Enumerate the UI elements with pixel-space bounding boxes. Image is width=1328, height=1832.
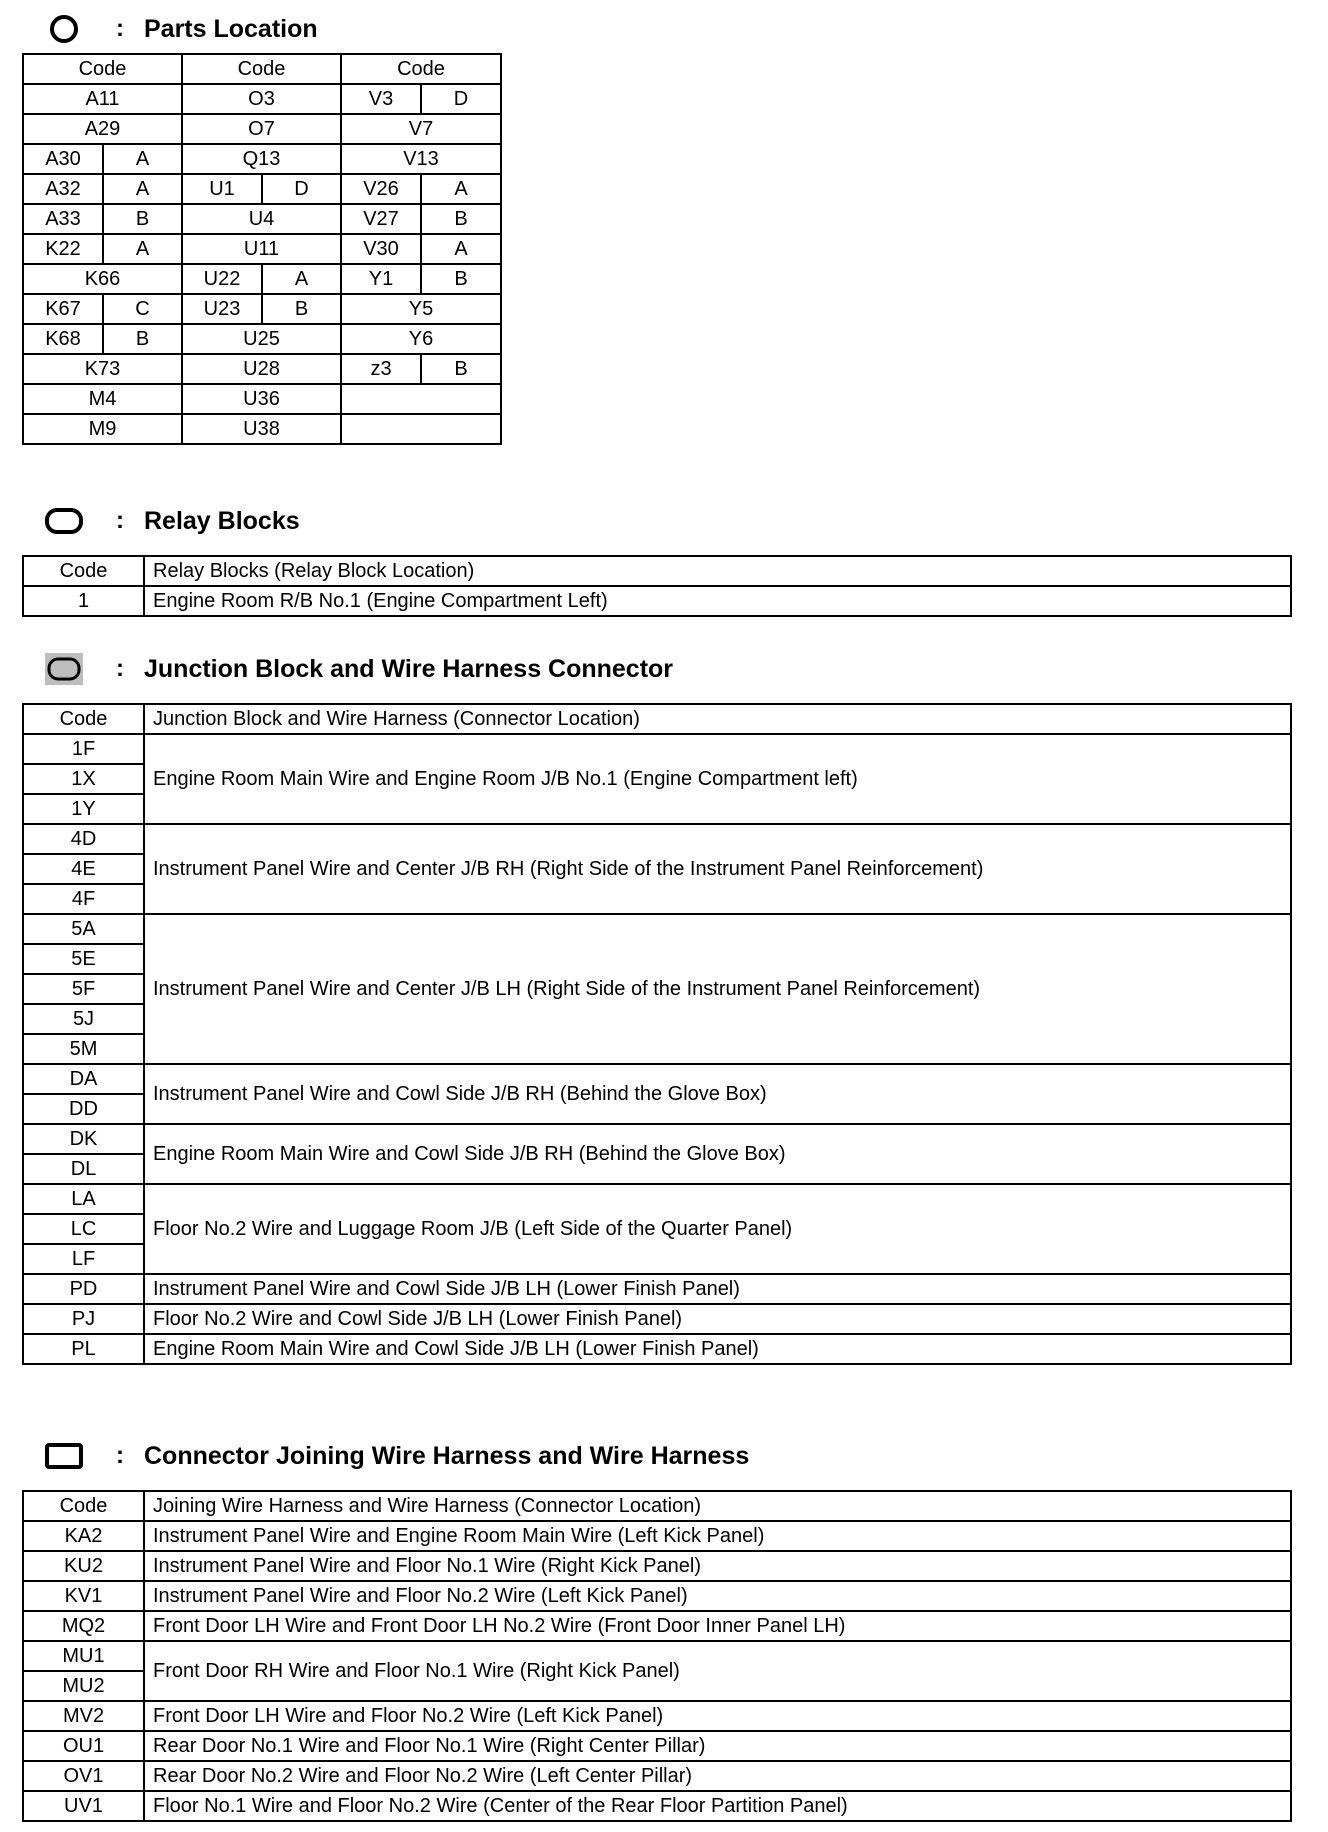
junction-row (23, 824, 1291, 854)
joining-code-cell: MU1 (23, 1641, 144, 1671)
junction-block-heading (44, 649, 673, 689)
part-code-cell: V26 (341, 174, 421, 204)
part-code-cell: K22 (23, 234, 103, 264)
junction-code-cell: 5E (23, 944, 144, 974)
parts-row (23, 294, 501, 324)
relay-header-row (23, 556, 1291, 586)
part-code-cell: K73 (23, 354, 182, 384)
joining-code-cell: UV1 (23, 1791, 144, 1821)
relay-blocks-table (22, 555, 1292, 617)
joining-desc-cell: Instrument Panel Wire and Floor No.2 Wire (Left Kick Panel) (144, 1581, 1291, 1611)
part-code-cell: Y1 (341, 264, 421, 294)
part-code-cell: U11 (182, 234, 341, 264)
relay-blocks-heading (44, 501, 300, 541)
part-code-cell: U4 (182, 204, 341, 234)
parts-row (23, 84, 501, 114)
junction-code-cell: DD (23, 1094, 144, 1124)
junction-row (23, 1304, 1291, 1334)
part-code-cell: A33 (23, 204, 103, 234)
joining-header-desc: Joining Wire Harness and Wire Harness (Connector Location) (144, 1491, 1291, 1521)
junction-header-code: Code (23, 704, 144, 734)
part-variant-cell: B (421, 354, 501, 384)
parts-row (23, 414, 501, 444)
part-variant-cell: A (103, 234, 182, 264)
relay-code-cell: 1 (23, 586, 144, 616)
junction-code-cell: LC (23, 1214, 144, 1244)
part-code-cell: K68 (23, 324, 103, 354)
part-variant-cell: B (421, 204, 501, 234)
junction-code-cell: LF (23, 1244, 144, 1274)
joining-desc-cell: Instrument Panel Wire and Engine Room Main Wire (Left Kick Panel) (144, 1521, 1291, 1551)
joining-code-cell: KA2 (23, 1521, 144, 1551)
junction-row (23, 1124, 1291, 1154)
part-variant-cell: A (103, 144, 182, 174)
parts-row (23, 204, 501, 234)
relay-header-desc: Relay Blocks (Relay Block Location) (144, 556, 1291, 586)
joining-desc-cell: Front Door RH Wire and Floor No.1 Wire (Right Kick Panel) (144, 1641, 1291, 1701)
parts-location-heading (44, 9, 318, 49)
joining-desc-cell: Front Door LH Wire and Front Door LH No.2 Wire (Front Door Inner Panel LH) (144, 1611, 1291, 1641)
joining-code-cell: OU1 (23, 1731, 144, 1761)
junction-desc-cell: Engine Room Main Wire and Cowl Side J/B RH (Behind the Glove Box) (144, 1124, 1291, 1184)
junction-code-cell: PD (23, 1274, 144, 1304)
parts-row (23, 144, 501, 174)
parts-header-cell: Code (23, 54, 182, 84)
part-code-cell (341, 414, 501, 444)
junction-code-cell: DL (23, 1154, 144, 1184)
parts-location-colon: : (116, 15, 124, 42)
part-variant-cell: A (262, 264, 341, 294)
part-code-cell: K66 (23, 264, 182, 294)
square-symbol-icon (44, 1441, 84, 1471)
junction-code-cell: 4D (23, 824, 144, 854)
joining-code-cell: KV1 (23, 1581, 144, 1611)
junction-header-desc: Junction Block and Wire Harness (Connector Location) (144, 704, 1291, 734)
part-code-cell: A29 (23, 114, 182, 144)
joining-desc-cell: Instrument Panel Wire and Floor No.1 Wire (Right Kick Panel) (144, 1551, 1291, 1581)
part-variant-cell: C (103, 294, 182, 324)
relay-desc-cell: Engine Room R/B No.1 (Engine Compartment Left) (144, 586, 1291, 616)
part-variant-cell: B (421, 264, 501, 294)
joining-row (23, 1701, 1291, 1731)
parts-row (23, 384, 501, 414)
part-code-cell: M4 (23, 384, 182, 414)
parts-location-table (22, 53, 502, 445)
junction-desc-cell: Instrument Panel Wire and Cowl Side J/B RH (Behind the Glove Box) (144, 1064, 1291, 1124)
joining-code-cell: OV1 (23, 1761, 144, 1791)
joining-row (23, 1581, 1291, 1611)
parts-header-cell: Code (182, 54, 341, 84)
part-code-cell: O3 (182, 84, 341, 114)
part-variant-cell: A (103, 174, 182, 204)
part-code-cell: V30 (341, 234, 421, 264)
part-variant-cell: B (103, 324, 182, 354)
part-code-cell: K67 (23, 294, 103, 324)
junction-row (23, 1334, 1291, 1364)
part-code-cell: U23 (182, 294, 262, 324)
junction-row (23, 914, 1291, 944)
junction-code-cell: PL (23, 1334, 144, 1364)
parts-row (23, 234, 501, 264)
joining-row (23, 1551, 1291, 1581)
relay-blocks-colon: : (116, 507, 124, 534)
joining-header-row (23, 1491, 1291, 1521)
part-variant-cell: A (421, 174, 501, 204)
parts-row (23, 174, 501, 204)
junction-code-cell: 4F (23, 884, 144, 914)
joining-connector-table (22, 1490, 1292, 1822)
junction-block-colon: : (116, 655, 124, 682)
junction-code-cell: 5J (23, 1004, 144, 1034)
part-code-cell: A30 (23, 144, 103, 174)
circle-symbol-icon (44, 14, 84, 44)
parts-row (23, 114, 501, 144)
junction-row (23, 1064, 1291, 1094)
joining-desc-cell: Rear Door No.2 Wire and Floor No.2 Wire (Left Center Pillar) (144, 1761, 1291, 1791)
parts-header-row (23, 54, 501, 84)
junction-desc-cell: Engine Room Main Wire and Engine Room J/B No.1 (Engine Compartment left) (144, 734, 1291, 824)
part-code-cell: V27 (341, 204, 421, 234)
junction-desc-cell: Instrument Panel Wire and Center J/B LH (Right Side of the Instrument Panel Reinforcement) (144, 914, 1291, 1064)
part-code-cell: U22 (182, 264, 262, 294)
part-code-cell: O7 (182, 114, 341, 144)
part-code-cell: U36 (182, 384, 341, 414)
shaded-rounded-rectangle-symbol-icon (44, 652, 84, 686)
joining-row (23, 1641, 1291, 1671)
part-variant-cell: D (262, 174, 341, 204)
part-code-cell: Y5 (341, 294, 501, 324)
junction-row (23, 1184, 1291, 1214)
joining-desc-cell: Floor No.1 Wire and Floor No.2 Wire (Center of the Rear Floor Partition Panel) (144, 1791, 1291, 1821)
junction-desc-cell: Instrument Panel Wire and Center J/B RH (Right Side of the Instrument Panel Reinforcement) (144, 824, 1291, 914)
part-code-cell: V13 (341, 144, 501, 174)
junction-row (23, 1274, 1291, 1304)
parts-row (23, 324, 501, 354)
joining-code-cell: MU2 (23, 1671, 144, 1701)
junction-row (23, 734, 1291, 764)
junction-code-cell: DA (23, 1064, 144, 1094)
joining-row (23, 1731, 1291, 1761)
junction-block-table (22, 703, 1292, 1365)
junction-desc-cell: Instrument Panel Wire and Cowl Side J/B LH (Lower Finish Panel) (144, 1274, 1291, 1304)
junction-code-cell: 5M (23, 1034, 144, 1064)
part-code-cell: U38 (182, 414, 341, 444)
joining-connector-title: Connector Joining Wire Harness and Wire Harness (144, 1441, 750, 1470)
parts-header-cell: Code (341, 54, 501, 84)
relay-row (23, 586, 1291, 616)
joining-code-cell: KU2 (23, 1551, 144, 1581)
part-code-cell: U25 (182, 324, 341, 354)
relay-header-code: Code (23, 556, 144, 586)
part-code-cell: z3 (341, 354, 421, 384)
junction-block-title: Junction Block and Wire Harness Connector (144, 654, 674, 683)
joining-connector-heading (44, 1436, 749, 1476)
relay-blocks-title: Relay Blocks (144, 506, 300, 535)
junction-desc-cell: Floor No.2 Wire and Cowl Side J/B LH (Lower Finish Panel) (144, 1304, 1291, 1334)
joining-row (23, 1611, 1291, 1641)
junction-code-cell: PJ (23, 1304, 144, 1334)
joining-code-cell: MV2 (23, 1701, 144, 1731)
part-code-cell: U28 (182, 354, 341, 384)
junction-code-cell: 5A (23, 914, 144, 944)
junction-code-cell: DK (23, 1124, 144, 1154)
part-code-cell: Y6 (341, 324, 501, 354)
joining-desc-cell: Rear Door No.1 Wire and Floor No.1 Wire (Right Center Pillar) (144, 1731, 1291, 1761)
part-code-cell (341, 384, 501, 414)
parts-location-title: Parts Location (144, 14, 318, 43)
junction-code-cell: 1X (23, 764, 144, 794)
junction-desc-cell: Engine Room Main Wire and Cowl Side J/B LH (Lower Finish Panel) (144, 1334, 1291, 1364)
part-variant-cell: B (262, 294, 341, 324)
rounded-rectangle-symbol-icon (44, 506, 84, 536)
junction-code-cell: LA (23, 1184, 144, 1214)
junction-code-cell: 5F (23, 974, 144, 1004)
part-code-cell: U1 (182, 174, 262, 204)
parts-row (23, 354, 501, 384)
joining-header-code: Code (23, 1491, 144, 1521)
part-code-cell: A11 (23, 84, 182, 114)
parts-row (23, 264, 501, 294)
part-code-cell: V3 (341, 84, 421, 114)
joining-row (23, 1761, 1291, 1791)
part-code-cell: M9 (23, 414, 182, 444)
junction-header-row (23, 704, 1291, 734)
joining-code-cell: MQ2 (23, 1611, 144, 1641)
junction-desc-cell: Floor No.2 Wire and Luggage Room J/B (Left Side of the Quarter Panel) (144, 1184, 1291, 1274)
part-variant-cell: B (103, 204, 182, 234)
part-code-cell: V7 (341, 114, 501, 144)
joining-row (23, 1791, 1291, 1821)
joining-desc-cell: Front Door LH Wire and Floor No.2 Wire (Left Kick Panel) (144, 1701, 1291, 1731)
part-code-cell: Q13 (182, 144, 341, 174)
part-variant-cell: D (421, 84, 501, 114)
part-code-cell: A32 (23, 174, 103, 204)
part-variant-cell: A (421, 234, 501, 264)
junction-code-cell: 1Y (23, 794, 144, 824)
junction-code-cell: 4E (23, 854, 144, 884)
junction-code-cell: 1F (23, 734, 144, 764)
joining-connector-colon: : (116, 1442, 124, 1469)
joining-row (23, 1521, 1291, 1551)
